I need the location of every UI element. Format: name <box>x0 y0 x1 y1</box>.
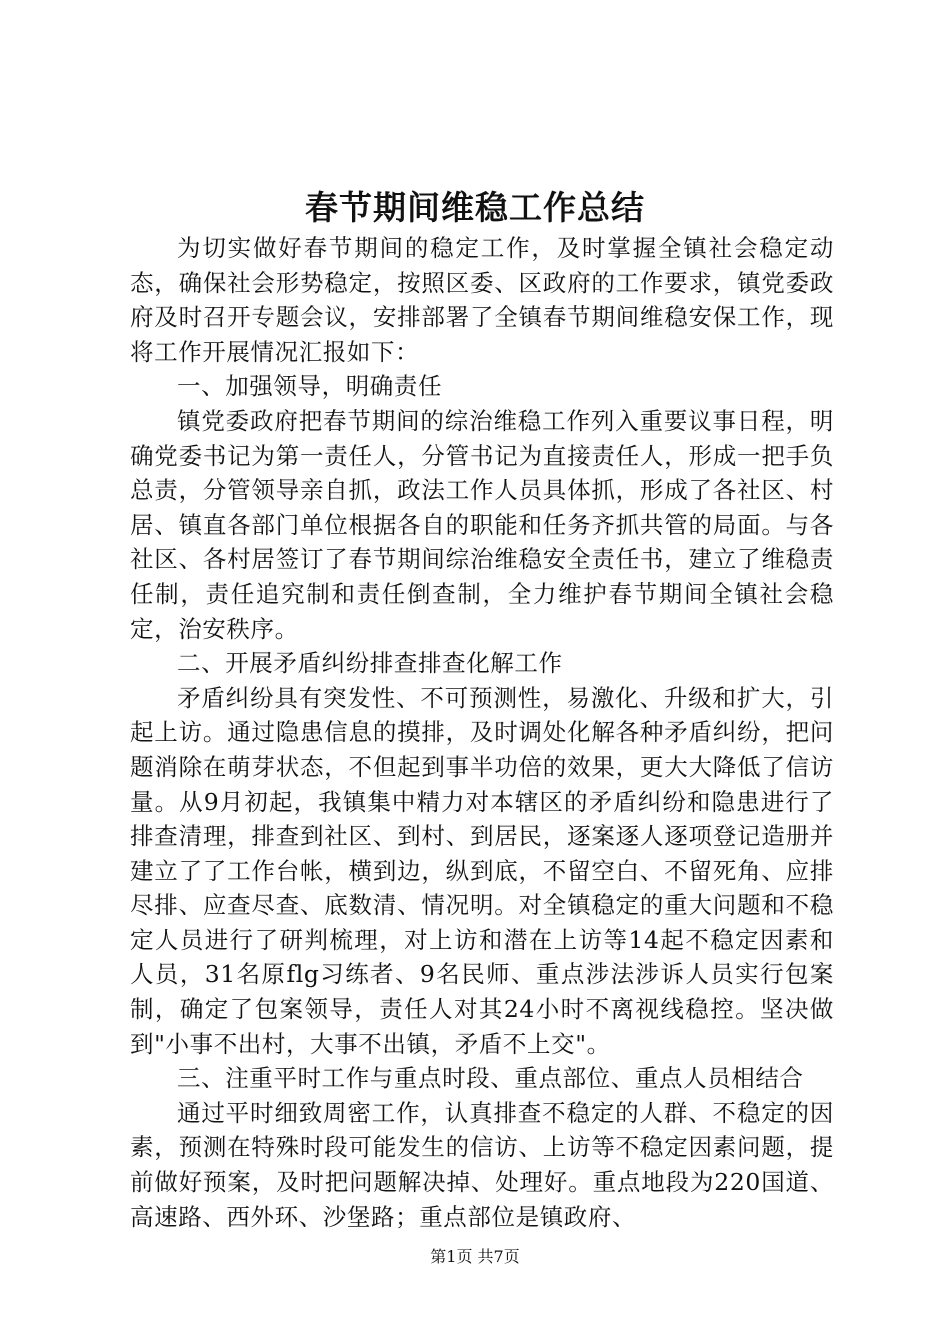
section-3-paragraph: 通过平时细致周密工作，认真排查不稳定的人群、不稳定的因素，预测在特殊时段可能发生的信访、上访等不稳定因素问题，提前做好预案，及时把问题解决掉、处理好。重点地段为220国道、高速路、西外环、沙堡路；重点部位是镇政府、 <box>130 1098 834 1231</box>
section-2-paragraph: 矛盾纠纷具有突发性、不可预测性，易激化、升级和扩大，引起上访。通过隐患信息的摸排，及时调处化解各种矛盾纠纷，把问题消除在萌芽状态，不但起到事半功倍的效果，更大大降低了信访量。从9月初起，我镇集中精力对本辖区的矛盾纠纷和隐患进行了排查清理，排查到社区、到村、到居民，逐案逐人逐项登记造册并建立了了工作台帐，横到边，纵到底，不留空白、不留死角、应排尽排、应查尽查、底数清、情况明。对全镇稳定的重大问题和不稳定人员进行了研判梳理，对上访和潜在上访等14起不稳定因素和人员，31名原flg习练者、9名民师、重点涉法涉诉人员实行包案制，确定了包案领导，责任人对其24小时不离视线稳控。坚决做到"小事不出村，大事不出镇，矛盾不上交"。 <box>130 683 834 1058</box>
section-heading-1: 一、加强领导，明确责任 <box>177 372 443 401</box>
page-number-footer: 第1页 共7页 <box>430 1247 520 1266</box>
section-heading-3: 三、注重平时工作与重点时段、重点部位、重点人员相结合 <box>177 1064 804 1093</box>
section-1-paragraph: 镇党委政府把春节期间的综治维稳工作列入重要议事日程，明确党委书记为第一责任人，分管书记为直接责任人，形成一把手负总责，分管领导亲自抓，政法工作人员具体抓，形成了各社区、村居、镇直各部门单位根据各自的职能和任务齐抓共管的局面。与各社区、各村居签订了春节期间综治维稳安全责任书，建立了维稳责任制，责任追究制和责任倒查制，全力维护春节期间全镇社会稳定，治安秩序。 <box>130 406 834 643</box>
document-title: 春节期间维稳工作总结 <box>305 188 645 227</box>
intro-paragraph: 为切实做好春节期间的稳定工作，及时掌握全镇社会稳定动态，确保社会形势稳定，按照区委、区政府的工作要求，镇党委政府及时召开专题会议，安排部署了全镇春节期间维稳安保工作，现将工作开展情况汇报如下： <box>130 234 834 366</box>
document-body <box>130 231 834 1234</box>
section-heading-2: 二、开展矛盾纠纷排查排查化解工作 <box>177 649 563 678</box>
